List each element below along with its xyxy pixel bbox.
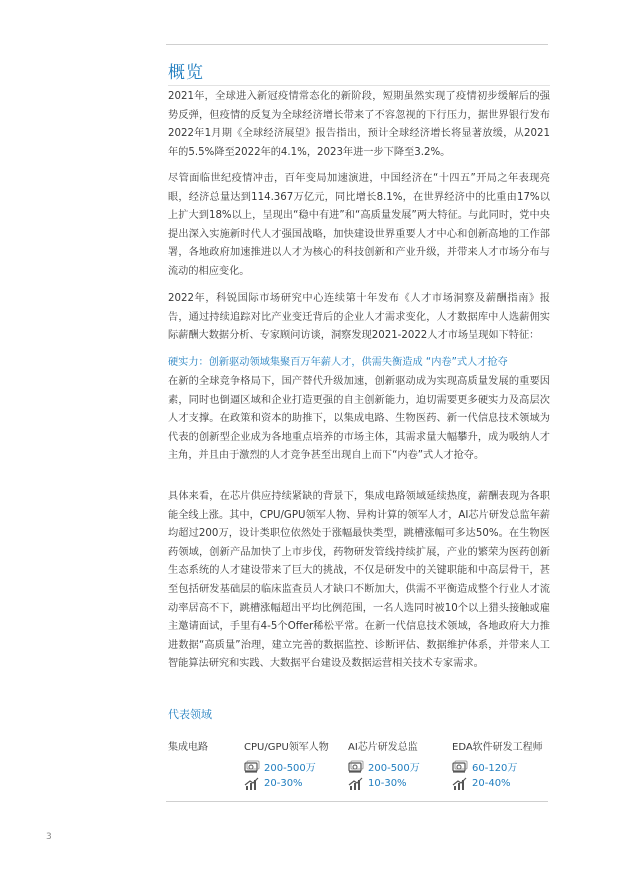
paragraph-details: 具体来看，在芯片供应持续紧缺的背景下，集成电路领域延续热度，薪酬表现为各职能全线上涨。其中，CPU/GPU领军人物、异构计算的领军人才，AI芯片研发总监年薪均超过200万，设计类职位依然处于涨幅最快类型，跳槽涨幅可多达50%。在生物医药领域，创新产品加快了上市步伐，药物研发管线持续扩展，产业的繁荣为医药创新生态系统的人才建设带来了巨大的挑战，不仅是研发中的关键职能和中高层骨干，甚至包括研发基础层的临床监查员人才缺口不断加大，供需不平衡造成整个行业人才流动率居高不下，跳槽涨幅超出平均比例范围，一名人选同时被10个以上猎头接触或雇主邀请面试，手里有4-5个Offer稀松平常。在新一代信息技术领域，各地政府大力推进数据“高质量”治理，建立完善的数据监控、诊断评估、数据维护体系，并带来人工智能算法研究和实践、大数据平台建设及数据运营相关技术专家需求。 <box>168 491 550 670</box>
paragraph-report-intro: 2022年，科锐国际市场研究中心连续第十年发布《人才市场洞察及薪酬指南》报告，通过持续追踪对比产业变迁背后的企业人才需求变化，人才数据库中人选薪佣实际薪酬大数据分析、专家顾问访谈，洞察发现2021-2022人才市场呈现如下特征： <box>168 293 550 342</box>
role-card <box>244 738 354 792</box>
role-salary: 60-120万 <box>452 758 562 774</box>
growth-chart-icon <box>452 776 468 790</box>
money-icon <box>452 759 468 773</box>
representative-title: 代表领域 <box>168 708 212 721</box>
representative-row-label: 集成电路 <box>168 742 208 753</box>
role-increase: 20-30% <box>244 775 354 791</box>
page-number: 3 <box>46 832 52 842</box>
role-increase: 10-30% <box>348 775 458 791</box>
role-salary: 200-500万 <box>244 758 354 774</box>
top-divider <box>166 44 548 45</box>
growth-chart-icon <box>244 776 260 790</box>
bottom-divider <box>166 801 548 802</box>
growth-chart-icon <box>348 776 364 790</box>
title-divider <box>168 85 550 86</box>
money-icon <box>348 759 364 773</box>
role-title: CPU/GPU领军人物 <box>244 742 329 753</box>
role-card <box>348 738 458 792</box>
money-icon <box>244 759 260 773</box>
role-title: AI芯片研发总监 <box>348 742 418 753</box>
section-title: 概览 <box>168 63 204 83</box>
paragraph-china-economy: 尽管面临世纪疫情冲击，百年变局加速演进，中国经济在“十四五”开局之年表现亮眼，经济总量达到114.367万亿元，同比增长8.1%，在世界经济中的比重由17%以上扩大到18%以上，呈现出“稳中有进”和“高质量发展”两大特征。与此同时，党中央提出深入实施新时代人才强国战略，加快建设世界重要人才中心和创新高地的工作部署，各地政府加速推进以人才为核心的科技创新和产业升级，并带来人才市场分布与流动的相应变化。 <box>168 173 550 277</box>
paragraph-global-economy: 2021年，全球进入新冠疫情常态化的新阶段，短期虽然实现了疫情初步缓解后的强势反弹，但疫情的反复为全球经济增长带来了不容忽视的下行压力，据世界银行发布2022年1月期《全球经济展望》报告指出，预计全球经济增长将显著放缓，从2021年的5.5%降至2022年的4.1%，2023年进一步下降至3.2%。 <box>168 91 550 158</box>
role-salary: 200-500万 <box>348 758 458 774</box>
role-card <box>452 738 562 792</box>
role-title: EDA软件研发工程师 <box>452 742 543 753</box>
paragraph-hard-power: 在新的全球竞争格局下，国产替代升级加速，创新驱动成为实现高质量发展的重要因素，同时也倒逼区域和企业打造更强的自主创新能力，迫切需要更多硬实力及高层次人才支撑。在政策和资本的助推下，以集成电路、生物医药、新一代信息技术领域为代表的创新型企业成为各地重点培养的市场主体，其需求量大幅攀升，成为吸纳人才主角，并且由于激烈的人才竞争甚至出现自上而下“内卷”式人才抢夺。 <box>168 376 550 462</box>
role-increase: 20-40% <box>452 775 562 791</box>
highlight-heading: 硬实力：创新驱动领域集聚百万年薪人才，供需失衡造成 “内卷”式人才抢夺 <box>168 357 508 368</box>
